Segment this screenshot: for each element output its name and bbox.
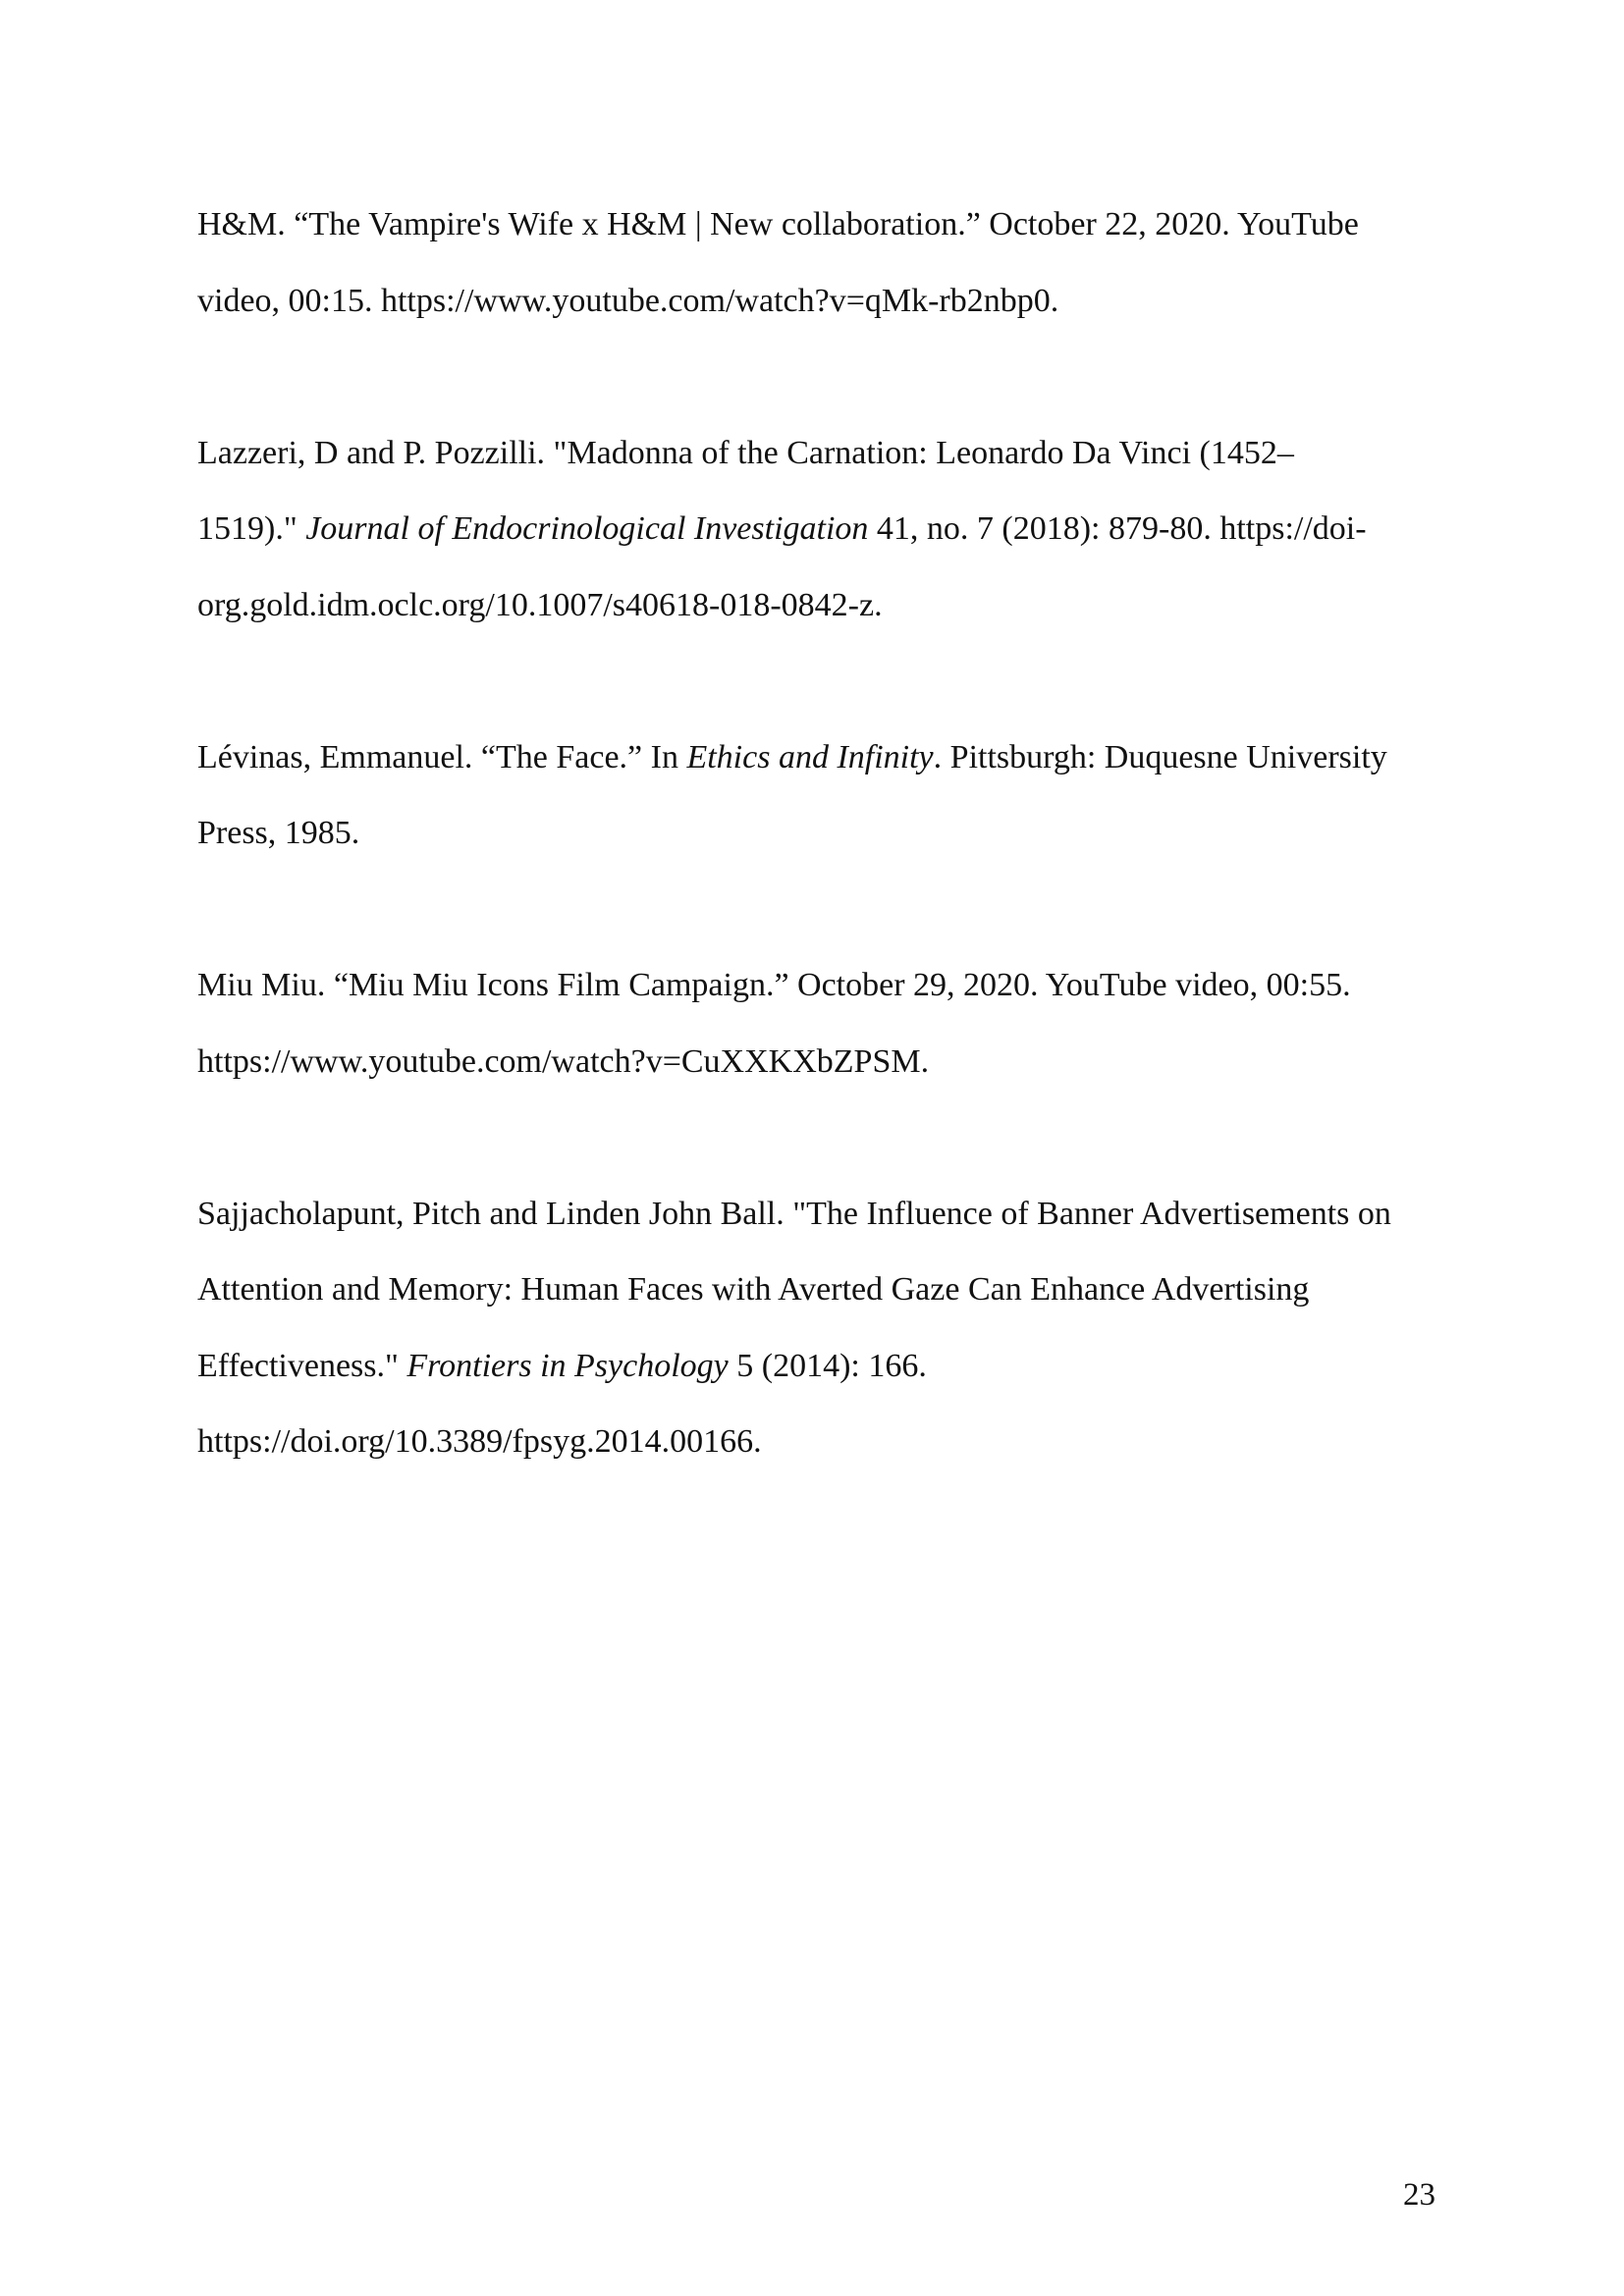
entry-line bbox=[197, 263, 1435, 340]
entry-text: Lazzeri, D and P. Pozzilli. "Madonna of the Carnation: Leonardo Da Vinci (1452– bbox=[197, 434, 1294, 471]
bibliography-entry-levinas bbox=[197, 720, 1435, 872]
journal-title: Frontiers in Psychology bbox=[406, 1347, 729, 1384]
entry-line bbox=[197, 567, 1435, 644]
entry-text: Sajjacholapunt, Pitch and Linden John Ball. "The Influence of Banner Advertisements on bbox=[197, 1195, 1391, 1232]
bibliography-entry-miu-miu bbox=[197, 947, 1435, 1099]
entry-line bbox=[197, 1176, 1435, 1253]
entry-text: video, 00:15. https://www.youtube.com/watch?v=qMk-rb2nbp0. bbox=[197, 282, 1059, 319]
entry-text: Miu Miu. “Miu Miu Icons Film Campaign.” October 29, 2020. YouTube video, 00:55. bbox=[197, 967, 1351, 1003]
entry-line bbox=[197, 1404, 1435, 1480]
entry-text: https://doi.org/10.3389/fpsyg.2014.00166. bbox=[197, 1423, 762, 1460]
bibliography-entry-hm bbox=[197, 187, 1435, 339]
journal-title: Journal of Endocrinological Investigation bbox=[305, 510, 869, 547]
book-title: Ethics and Infinity bbox=[686, 738, 934, 775]
entry-line bbox=[197, 795, 1435, 872]
bibliography-list bbox=[197, 187, 1435, 1556]
entry-line bbox=[197, 187, 1435, 263]
entry-text: Attention and Memory: Human Faces with Averted Gaze Can Enhance Advertising bbox=[197, 1271, 1310, 1308]
entry-line bbox=[197, 720, 1435, 796]
entry-text: Press, 1985. bbox=[197, 815, 360, 851]
entry-text: 41, no. 7 (2018): 879-80. https://doi- bbox=[868, 510, 1367, 547]
entry-text: 1519)." bbox=[197, 510, 306, 547]
entry-text: https://www.youtube.com/watch?v=CuXXKXbZPSM. bbox=[197, 1042, 930, 1080]
entry-line bbox=[197, 415, 1435, 492]
entry-text: Effectiveness." bbox=[197, 1347, 407, 1384]
entry-line bbox=[197, 1328, 1435, 1405]
entry-line bbox=[197, 491, 1435, 567]
entry-text: . Pittsburgh: Duquesne University bbox=[933, 738, 1387, 775]
entry-line bbox=[197, 1024, 1435, 1100]
entry-text: Lévinas, Emmanuel. “The Face.” In bbox=[197, 738, 687, 775]
entry-text: 5 (2014): 166. bbox=[728, 1347, 927, 1384]
page-number: 23 bbox=[1403, 2177, 1435, 2213]
entry-line bbox=[197, 947, 1435, 1024]
bibliography-entry-sajjacholapunt bbox=[197, 1176, 1435, 1480]
bibliography-entry-lazzeri bbox=[197, 415, 1435, 644]
entry-text: H&M. “The Vampire's Wife x H&M | New collaboration.” October 22, 2020. YouTube bbox=[197, 206, 1359, 242]
entry-text: org.gold.idm.oclc.org/10.1007/s40618-018-0842-z. bbox=[197, 586, 883, 623]
entry-line bbox=[197, 1252, 1435, 1328]
